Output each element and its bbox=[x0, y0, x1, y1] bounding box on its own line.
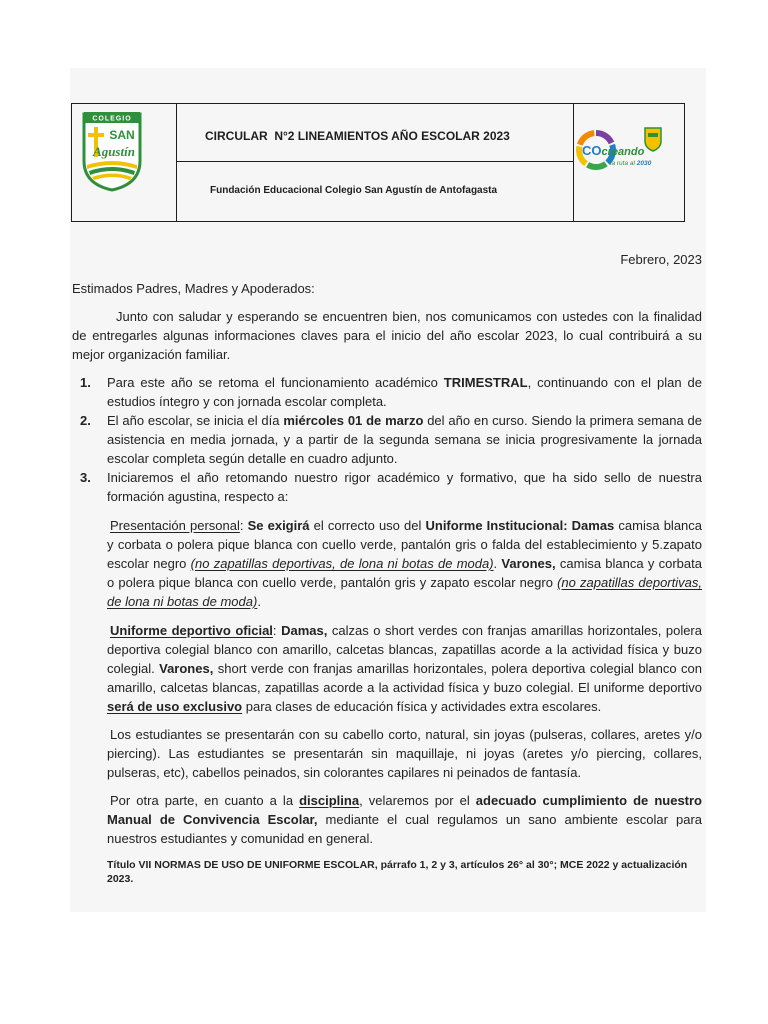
bold-text: Uniforme Institucional: Damas bbox=[425, 518, 615, 533]
wordmark-suffix: creando bbox=[601, 146, 645, 158]
list-item-2 bbox=[72, 411, 702, 468]
italic-underlined-note: (no zapatillas deportivas, de lona ni botas de moda) bbox=[107, 575, 702, 609]
list-item-number: 3. bbox=[80, 470, 91, 485]
list-item-number: 1. bbox=[80, 375, 91, 390]
intro-paragraph: Junto con saludar y esperando se encuentren bien, nos comunicamos con ustedes con la finalidad de entregarles algunas informaciones claves para el inicio del año escolar 2023, lo cual contribuirá a su mejor organización familiar. bbox=[72, 309, 702, 362]
crest-cross-horizontal bbox=[88, 133, 104, 137]
paragraph-text: Por otra parte, en cuanto a la bbox=[110, 793, 300, 808]
bold-text: TRIMESTRAL bbox=[443, 375, 528, 390]
paragraph-text: para clases de educación física y actividades extra escolares. bbox=[242, 699, 602, 714]
paragraph-text: del año en curso. Siendo la primera semana de asistencia en media jornada, y a partir de la segunda semana se inicia progresivamente la jornada escolar completa según detalle en cuadro adjunto. bbox=[107, 413, 702, 466]
cocreando-logo bbox=[574, 125, 666, 175]
bold-text: Damas, bbox=[281, 623, 328, 638]
wordmark-prefix: CO bbox=[582, 143, 602, 158]
paragraph-text: El año escolar, se inicia el día bbox=[107, 413, 284, 428]
bold-text: adecuado cumplimiento de nuestro Manual de Convivencia Escolar, bbox=[107, 793, 702, 827]
cocreando-tagline bbox=[610, 160, 652, 167]
underlined-heading: Uniforme deportivo oficial bbox=[110, 623, 273, 638]
paragraph-text: short verde con franjas amarillas horizontales, polera deportiva colegial blanco con amarillo, calcetas blancas, zapatillas acorde a la actividad física y buzo colegial. El uniforme deportivo bbox=[107, 661, 702, 695]
list-item-1 bbox=[72, 373, 702, 411]
paragraph-text: el correcto uso del bbox=[309, 518, 426, 533]
presentacion-personal-paragraph bbox=[107, 516, 702, 611]
bold-text: Se exigirá bbox=[247, 518, 310, 533]
disciplina-paragraph bbox=[107, 791, 702, 848]
letter-date: Febrero, 2023 bbox=[620, 252, 702, 267]
bold-text: Varones, bbox=[501, 556, 556, 571]
paragraph-text: , continuando con el plan de estudios íntegro y con jornada escolar completa. bbox=[107, 375, 702, 409]
paragraph-text: Para este año se retoma el funcionamiento académico bbox=[107, 375, 444, 390]
estudiantes-paragraph: Los estudiantes se presentarán con su cabello corto, natural, sin joyas (pulseras, collares, aretes y/o piercing). Las estudiantes se presentarán sin maquillaje, ni joyas (aretes y/o piercing, collares, pulseras, etc), cabellos peinados, sin colorantes capilares ni peinados de fantasía. bbox=[107, 727, 702, 780]
paragraph-text: camisa blanca y corbata o polera pique blanca con cuello verde, pantalón gris y zapato escolar negro bbox=[107, 556, 702, 590]
logo-badge-stripe bbox=[648, 133, 658, 137]
school-logo-cell bbox=[72, 104, 177, 221]
paragraph-text: calzas o short verdes con franjas amarillas horizontales, polera deportiva colegial blanco con amarillo, calcetas blancas, zapatillas acorde a la actividad física y buzo colegial. bbox=[107, 623, 702, 676]
subtitle-cell bbox=[177, 162, 573, 221]
paragraph-text: . bbox=[493, 556, 502, 571]
guidelines-list bbox=[72, 373, 702, 506]
paragraph-text: : bbox=[239, 518, 248, 533]
bold-text: Varones, bbox=[159, 661, 214, 676]
crest-name-top: SAN bbox=[109, 128, 135, 142]
italic-underlined-note: (no zapatillas deportivas, de lona ni botas de moda) bbox=[190, 556, 494, 571]
school-crest-logo bbox=[81, 109, 143, 193]
tagline-text: la ruta al bbox=[610, 160, 637, 167]
cocreando-logo-cell bbox=[573, 104, 684, 221]
cocreando-wordmark bbox=[582, 143, 645, 158]
tagline-year: 2030 bbox=[636, 160, 652, 167]
title-cell bbox=[177, 104, 573, 162]
greeting: Estimados Padres, Madres y Apoderados: bbox=[72, 281, 315, 296]
header-table bbox=[71, 103, 685, 222]
crest-banner-text: COLEGIO bbox=[92, 115, 132, 123]
crest-name-bottom: Agustín bbox=[93, 144, 135, 159]
logo-badge bbox=[645, 128, 661, 151]
underlined-heading: Presentación personal bbox=[110, 518, 240, 533]
institution-name: Fundación Educacional Colegio San Agustín de Antofagasta bbox=[210, 185, 498, 196]
list-item-3 bbox=[72, 468, 702, 506]
paragraph-text: mediante el cual regulamos un sano ambiente escolar para nuestros estudiantes y comunidad en general. bbox=[107, 812, 703, 846]
letter-body bbox=[72, 250, 702, 886]
regulation-footnote: Título VII NORMAS DE USO DE UNIFORME ESCOLAR, párrafo 1, 2 y 3, artículos 26° al 30°; MCE 2022 y actualización 2023. bbox=[107, 859, 688, 885]
document-title: CIRCULAR N°2 LINEAMIENTOS AÑO ESCOLAR 2023 bbox=[205, 129, 510, 143]
bold-text: miércoles 01 de marzo bbox=[283, 413, 424, 428]
list-item-number: 2. bbox=[80, 413, 91, 428]
paragraph-text: Iniciaremos el año retomando nuestro rigor académico y formativo, que ha sido sello de nuestra formación agustina, respecto a: bbox=[107, 470, 702, 504]
paragraph-text: . bbox=[257, 594, 261, 609]
paragraph-text: camisa blanca y corbata o polera pique blanca con cuello verde, pantalón gris o falda del establecimiento y 5.zapato escolar negro bbox=[107, 518, 703, 571]
uniforme-deportivo-paragraph bbox=[107, 621, 702, 716]
paragraph-text: : bbox=[272, 623, 282, 638]
paragraph-text: , velaremos por el bbox=[359, 793, 476, 808]
bold-underlined-text: disciplina bbox=[299, 793, 360, 808]
bold-underlined-text: será de uso exclusivo bbox=[107, 699, 243, 714]
